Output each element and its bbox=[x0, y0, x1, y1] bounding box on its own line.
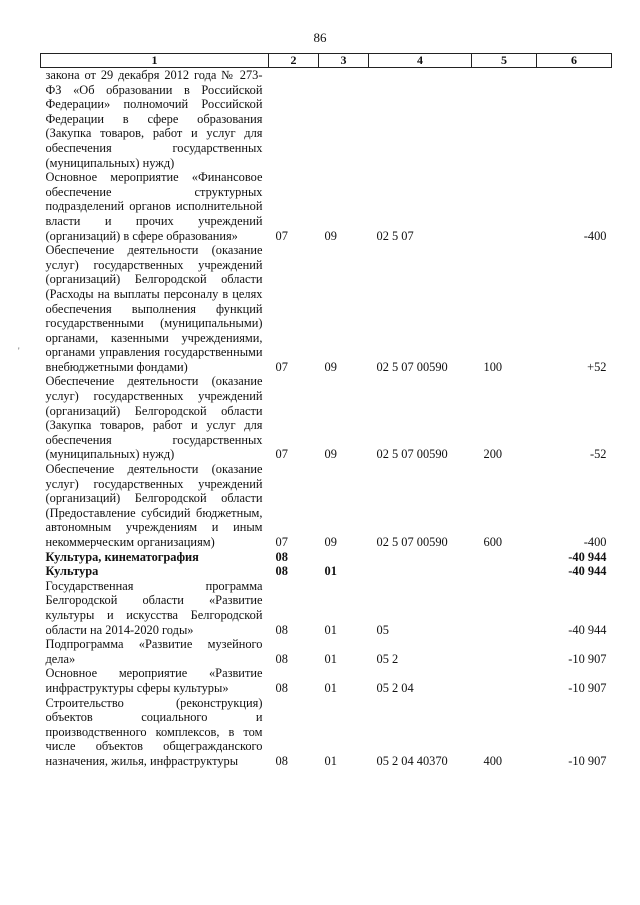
row-subsection: 09 bbox=[324, 447, 337, 462]
column-header-amount: 6 bbox=[537, 54, 612, 68]
table-row bbox=[41, 637, 612, 666]
header-row bbox=[41, 54, 612, 68]
row-expense-type bbox=[472, 564, 537, 579]
row-amount: -40 944 bbox=[568, 549, 607, 564]
row-target-item bbox=[369, 550, 472, 565]
row-subsection bbox=[319, 550, 369, 565]
table-row bbox=[41, 374, 612, 462]
row-name: Подпрограмма «Развитие музейного дела» bbox=[45, 637, 263, 666]
row-amount: -10 907 bbox=[568, 753, 607, 768]
row-target-item bbox=[369, 564, 472, 579]
row-name: Строительство (реконструкция) объектов социального и производственного комплексов, в том числе объектов общегражданского назначения, жилья, инфраструктуры bbox=[45, 695, 263, 768]
row-expense-type bbox=[472, 579, 537, 637]
row-target-item: 02 5 07 bbox=[376, 228, 414, 243]
row-name: Основное мероприятие «Развитие инфраструктуры сферы культуры» bbox=[45, 666, 263, 695]
scan-mark: ' bbox=[18, 346, 20, 356]
row-subsection: 09 bbox=[324, 228, 337, 243]
row-expense-type: 200 bbox=[483, 447, 503, 462]
row-amount: -40 944 bbox=[568, 622, 607, 637]
column-header-target-item: 4 bbox=[369, 54, 472, 68]
row-section: 08 bbox=[275, 680, 288, 695]
row-section: 08 bbox=[275, 549, 288, 564]
row-expense-type bbox=[472, 170, 537, 243]
row-section: 07 bbox=[275, 228, 288, 243]
row-target-item: 05 2 bbox=[376, 651, 399, 666]
table-body bbox=[41, 68, 612, 769]
row-expense-type: 400 bbox=[483, 753, 503, 768]
table-row bbox=[41, 68, 612, 171]
row-expense-type: 600 bbox=[483, 535, 503, 549]
row-amount: -400 bbox=[583, 535, 607, 549]
row-target-item: 05 bbox=[376, 622, 389, 637]
row-name: Культура bbox=[45, 564, 99, 579]
row-subsection: 01 bbox=[324, 564, 337, 579]
row-target-item: 05 2 04 bbox=[376, 680, 414, 695]
table-row bbox=[41, 579, 612, 637]
row-target-item: 02 5 07 00590 bbox=[376, 359, 448, 374]
row-expense-type bbox=[472, 666, 537, 695]
column-header-expense-type: 5 bbox=[472, 54, 537, 68]
row-section: 07 bbox=[275, 359, 288, 374]
row-name: Культура, кинематография bbox=[45, 549, 199, 564]
row-expense-type: 100 bbox=[483, 359, 503, 374]
budget-table bbox=[40, 53, 612, 769]
row-section bbox=[269, 68, 319, 171]
row-amount bbox=[537, 68, 612, 171]
row-expense-type bbox=[472, 637, 537, 666]
column-header-subsection: 3 bbox=[319, 54, 369, 68]
row-subsection: 09 bbox=[324, 359, 337, 374]
table-row bbox=[41, 243, 612, 374]
row-section: 08 bbox=[275, 622, 288, 637]
row-name: закона от 29 декабря 2012 года № 273-ФЗ «Об образовании в Российской Федерации» полномочий Российской Федерации в сфере образования (Закупка товаров, работ и услуг для обеспечения государственных (муниципальных) нужд) bbox=[45, 68, 263, 170]
table-header bbox=[41, 54, 612, 68]
table-row bbox=[41, 564, 612, 579]
row-amount: -40 944 bbox=[568, 564, 607, 579]
row-amount: +52 bbox=[587, 359, 607, 374]
table-row bbox=[41, 666, 612, 695]
row-subsection: 01 bbox=[324, 622, 337, 637]
row-target-item: 02 5 07 00590 bbox=[376, 535, 448, 549]
row-amount: -10 907 bbox=[568, 680, 607, 695]
row-subsection: 01 bbox=[324, 753, 337, 768]
row-amount: -10 907 bbox=[568, 651, 607, 666]
row-subsection: 09 bbox=[324, 535, 337, 549]
row-subsection: 01 bbox=[324, 651, 337, 666]
row-expense-type bbox=[472, 68, 537, 171]
row-name: Обеспечение деятельности (оказание услуг) государственных учреждений (организаций) Белгородской области (Предоставление субсидий бюджетным, автономным учреждениям и иным некоммерческим организациям) bbox=[45, 462, 263, 549]
row-amount: -400 bbox=[583, 228, 607, 243]
row-target-item bbox=[369, 68, 472, 171]
row-name: Государственная программа Белгородской области «Развитие культуры и искусства Белгородской области на 2014-2020 годы» bbox=[45, 578, 263, 637]
row-name: Обеспечение деятельности (оказание услуг) государственных учреждений (организаций) Белгородской области (Закупка товаров, работ и услуг для обеспечения государственных (муниципальных) нужд) bbox=[45, 374, 263, 462]
page-number: 86 bbox=[313, 30, 327, 45]
row-amount: -52 bbox=[589, 447, 607, 462]
table-row bbox=[41, 462, 612, 550]
row-section: 08 bbox=[275, 651, 288, 666]
row-subsection: 01 bbox=[324, 680, 337, 695]
row-target-item: 02 5 07 00590 bbox=[376, 447, 448, 462]
table-row bbox=[41, 550, 612, 565]
row-section: 07 bbox=[275, 447, 288, 462]
row-section: 07 bbox=[275, 535, 288, 549]
row-subsection bbox=[319, 68, 369, 171]
row-name: Обеспечение деятельности (оказание услуг) государственных учреждений (организаций) Белгородской области (Расходы на выплаты персоналу в целях обеспечения выполнения функций государственными (муниципальными) органами, казенными учреждениями, органами управления государственными внебюджетными фондами) bbox=[45, 243, 263, 374]
column-header-name: 1 bbox=[41, 54, 269, 68]
row-target-item: 05 2 04 40370 bbox=[376, 753, 448, 768]
row-section: 08 bbox=[275, 753, 288, 768]
row-expense-type bbox=[472, 550, 537, 565]
table-row bbox=[41, 170, 612, 243]
row-section: 08 bbox=[275, 564, 288, 579]
row-name: Основное мероприятие «Финансовое обеспечение структурных подразделений органов исполнительной власти и прочих учреждений (организаций) в сфере образования» bbox=[45, 170, 263, 243]
column-header-section: 2 bbox=[269, 54, 319, 68]
table-row bbox=[41, 696, 612, 769]
